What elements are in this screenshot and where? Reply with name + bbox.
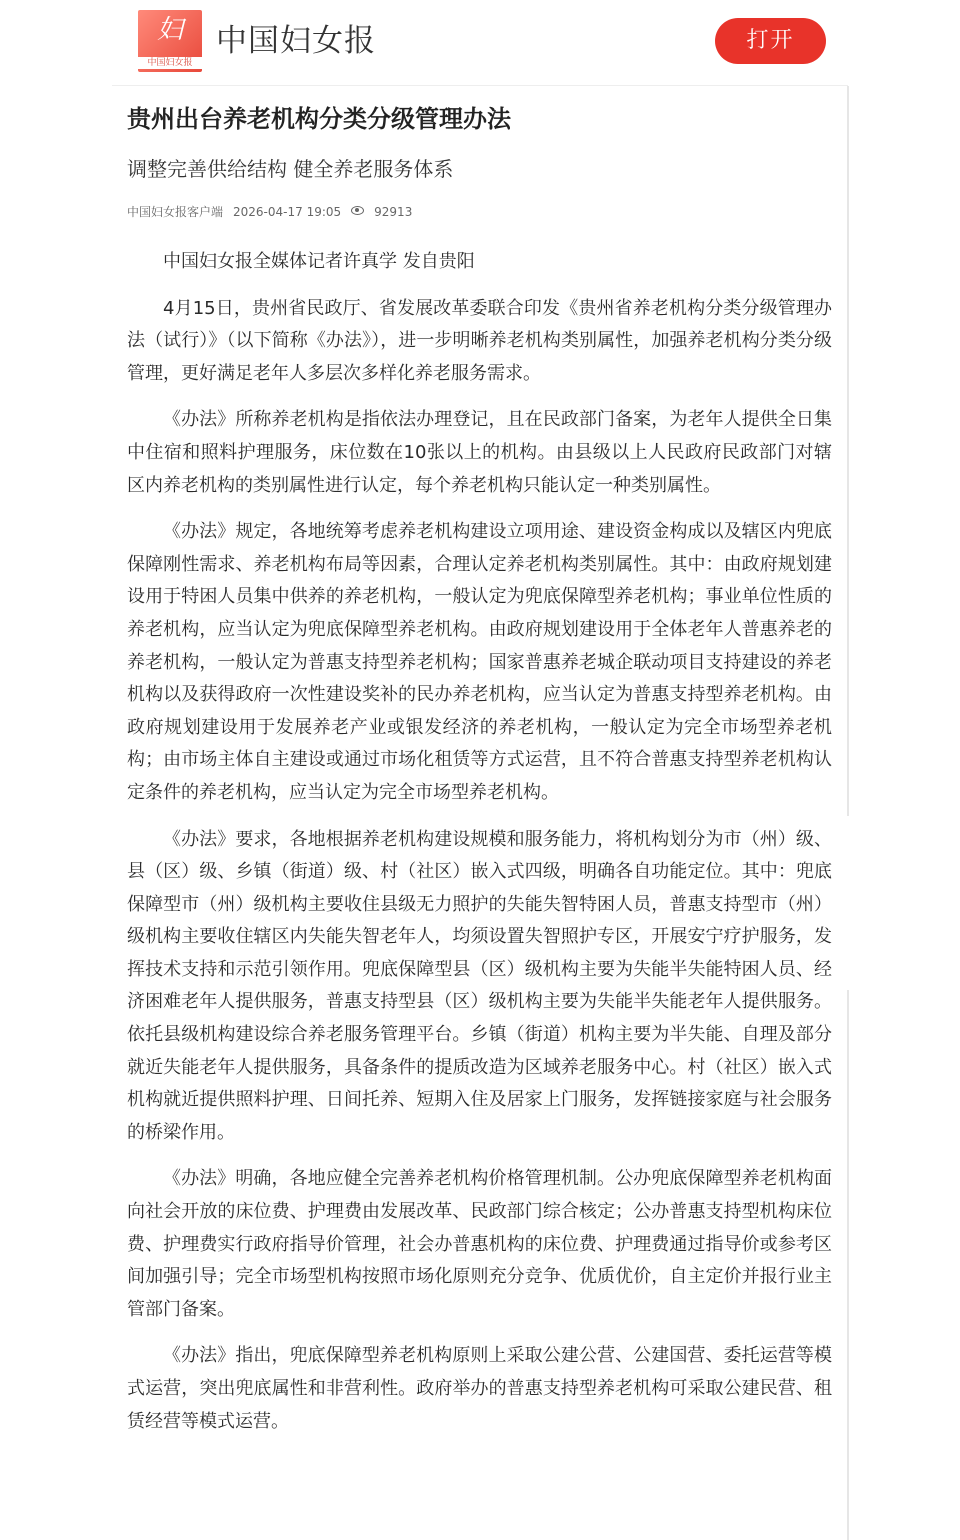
article-title: 贵州出台养老机构分类分级管理办法 [127,105,511,133]
article-paragraph: 《办法》指出，兜底保障型养老机构原则上采取公建公营、公建国营、委托运营等模式运营，突出兜底属性和非营利性。政府举办的普惠支持型养老机构可采取公建民营、租赁经营等模式运营。 [127,1345,832,1432]
logo-text: 中国妇女报 [138,57,202,69]
article-paragraph: 《办法》规定，各地统筹考虑养老机构建设立项用途、建设资金构成以及辖区内兜底保障刚性需求、养老机构布局等因素，合理认定养老机构类别属性。其中：由政府规划建设用于特困人员集中供养的养老机构，一般认定为兜底保障型养老机构；事业单位性质的养老机构，应当认定为兜底保障型养老机构。由政府规划建设用于全体老年人普惠养老的养老机构，一般认定为普惠支持型养老机构；国家普惠养老城企联动项目支持建设的养老机构以及获得政府一次性建设奖补的民办养老机构，应当认定为普惠支持型养老机构。由政府规划建设用于发展养老产业或银发经济的养老机构，一般认定为完全市场型养老机构；由市场主体自主建设或通过市场化租赁等方式运营，且不符合普惠支持型养老机构认定条件的养老机构，应当认定为完全市场型养老机构。 [127,521,832,803]
article-paragraph: 《办法》要求，各地根据养老机构建设规模和服务能力，将机构划分为市（州）级、县（区）级、乡镇（街道）级、村（社区）嵌入式四级，明确各自功能定位。其中：兜底保障型市（州）级机构主要收住县级无力照护的失能失智特困人员，普惠支持型市（州）级机构主要收住辖区内失能失智老年人，均须设置失智照护专区，开展安宁疗护服务，发挥技术支持和示范引领作用。兜底保障型县（区）级机构主要为失能半失能特困人员、经济困难老年人提供服务，普惠支持型县（区）级机构主要为失能半失能老年人提供服务。依托县级机构建设综合养老服务管理平台。乡镇（街道）机构主要为半失能、自理及部分就近失能老年人提供服务，具备条件的提质改造为区域养老服务中心。村（社区）嵌入式机构就近提供照料护理、日间托养、短期入住及居家上门服务，发挥链接家庭与社会服务的桥梁作用。 [127,828,832,1143]
article-datetime: 2026-04-17 19:05 [233,205,342,219]
article-paragraph: 《办法》所称养老机构是指依法办理登记，且在民政部门备案，为老年人提供全日集中住宿和照料护理服务，床位数在10张以上的机构。由县级以上人民政府民政部门对辖区内养老机构的类别属性进行认定，每个养老机构只能认定一种类别属性。 [127,409,832,496]
logo-glyph: 妇 [156,15,183,45]
article [127,98,832,1438]
article-subtitle: 调整完善供给结构 健全养老服务体系 [127,157,454,181]
app-name: 中国妇女报 [216,23,376,59]
eye-icon [351,206,364,215]
article-source[interactable]: 中国妇女报客户端 [127,205,224,219]
view-count-value: 92913 [374,205,413,219]
article-meta [127,202,832,222]
article-paragraph: 《办法》明确，各地应健全完善养老机构价格管理机制。公办兜底保障型养老机构面向社会开放的床位费、护理费由发展改革、民政部门综合核定；公办普惠支持型机构床位费、护理费实行政府指导价管理，社会办普惠机构的床位费、护理费通过指导价或参考区间加强引导；完全市场型机构按照市场化原则充分竞争、优质优价，自主定价并报行业主管部门备案。 [127,1168,832,1320]
article-paragraph: 中国妇女报全媒体记者许真学 发自贵阳 [163,251,475,272]
divider [847,86,849,816]
article-paragraph: 4月15日，贵州省民政厅、省发展改革委联合印发《贵州省养老机构分类分级管理办法（试行）》（以下简称《办法》），进一步明晰养老机构类别属性，加强养老机构分类分级管理，更好满足老年人多层次多样化养老服务需求。 [127,297,832,384]
app-header [112,0,848,86]
view-count [351,205,422,219]
divider [847,990,849,1540]
app-logo[interactable] [138,10,202,72]
open-app-button[interactable]: 打开 [715,18,826,64]
